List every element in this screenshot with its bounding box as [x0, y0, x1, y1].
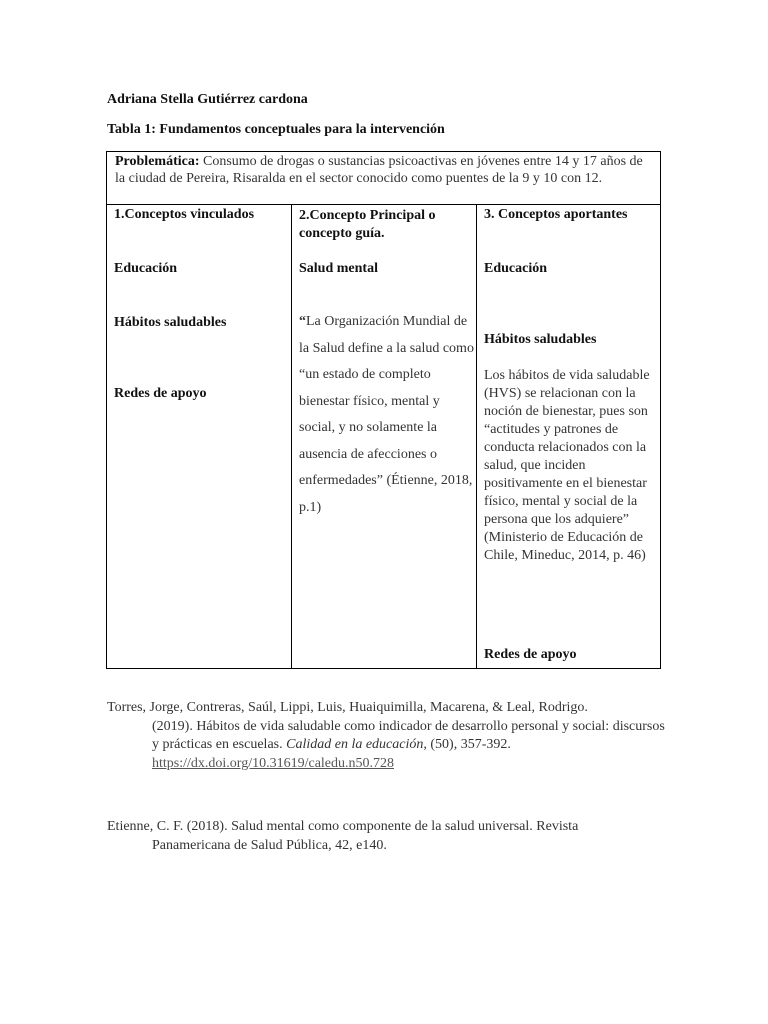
ref1-doi-link[interactable]: https://dx.doi.org/10.31619/caledu.n50.728	[152, 755, 395, 771]
col1-header: 1.Conceptos vinculados	[114, 207, 255, 222]
reference-torres	[107, 699, 667, 773]
col2-quote	[299, 309, 475, 521]
problem-label: Problemática:	[115, 154, 200, 169]
col3-header: 3. Conceptos aportantes	[484, 207, 628, 222]
ref1-text-post: , (50), 357-392.	[423, 737, 511, 752]
col3-item-healthy-habits: Hábitos saludables	[484, 332, 597, 347]
col1-item-education: Educación	[114, 261, 178, 276]
ref1-line1: Torres, Jorge, Contreras, Saúl, Lippi, Luis, Huaiquimilla, Macarena, & Leal, Rodrigo.	[107, 700, 588, 715]
col2-quote-text: La Organización Mundial de la Salud define a la salud como “un estado de completo bienestar físico, mental y social, y no solamente la ausencia de afecciones o enfermedades” (Étienne, 2018, p.1)	[299, 314, 474, 515]
ref1-body	[107, 718, 667, 774]
ref1-journal: Calidad en la educación	[286, 737, 424, 752]
table-title: Tabla 1: Fundamentos conceptuales para la intervención	[107, 122, 445, 137]
ref2-line1: Etienne, C. F. (2018). Salud mental como componente de la salud universal. Revista	[107, 819, 579, 834]
problem-text: Consumo de drogas o sustancias psicoactivas en jóvenes entre 14 y 17 años de la ciudad de Pereira, Risaralda en el sector conocido como puentes de la 9 y 10 con 12.	[115, 154, 643, 186]
concepts-table	[106, 151, 661, 669]
reference-etienne	[107, 818, 667, 855]
column-contributing-concepts	[477, 205, 660, 668]
column-linked-concepts	[107, 205, 292, 668]
col3-item-education: Educación	[484, 261, 548, 276]
author-name: Adriana Stella Gutiérrez cardona	[107, 92, 308, 107]
col2-header: 2.Concepto Principal o concepto guía.	[299, 208, 436, 241]
col1-item-healthy-habits: Hábitos saludables	[114, 315, 227, 330]
problem-cell	[107, 152, 660, 205]
ref1-text-pre: (2019). Hábitos de vida saludable como indicador de desarrollo personal y social: discursos y prácticas en escuelas.	[152, 718, 665, 752]
col1-item-support-networks: Redes de apoyo	[114, 386, 207, 401]
col2-quote-mark: “	[299, 314, 306, 329]
col3-item-support-networks: Redes de apoyo	[484, 647, 577, 662]
ref2-body: Panamericana de Salud Pública, 42, e140.	[152, 837, 387, 853]
col2-subheader: Salud mental	[299, 261, 378, 276]
column-main-concept	[292, 205, 477, 668]
col3-body-text: Los hábitos de vida saludable (HVS) se relacionan con la noción de bienestar, pues son “actitudes y patrones de conducta relacionados con la salud, que inciden positivamente en el bienestar físico, mental y social de la persona que los adquiere” (Ministerio de Educación de Chile, Mineduc, 2014, p. 46)	[484, 368, 650, 563]
